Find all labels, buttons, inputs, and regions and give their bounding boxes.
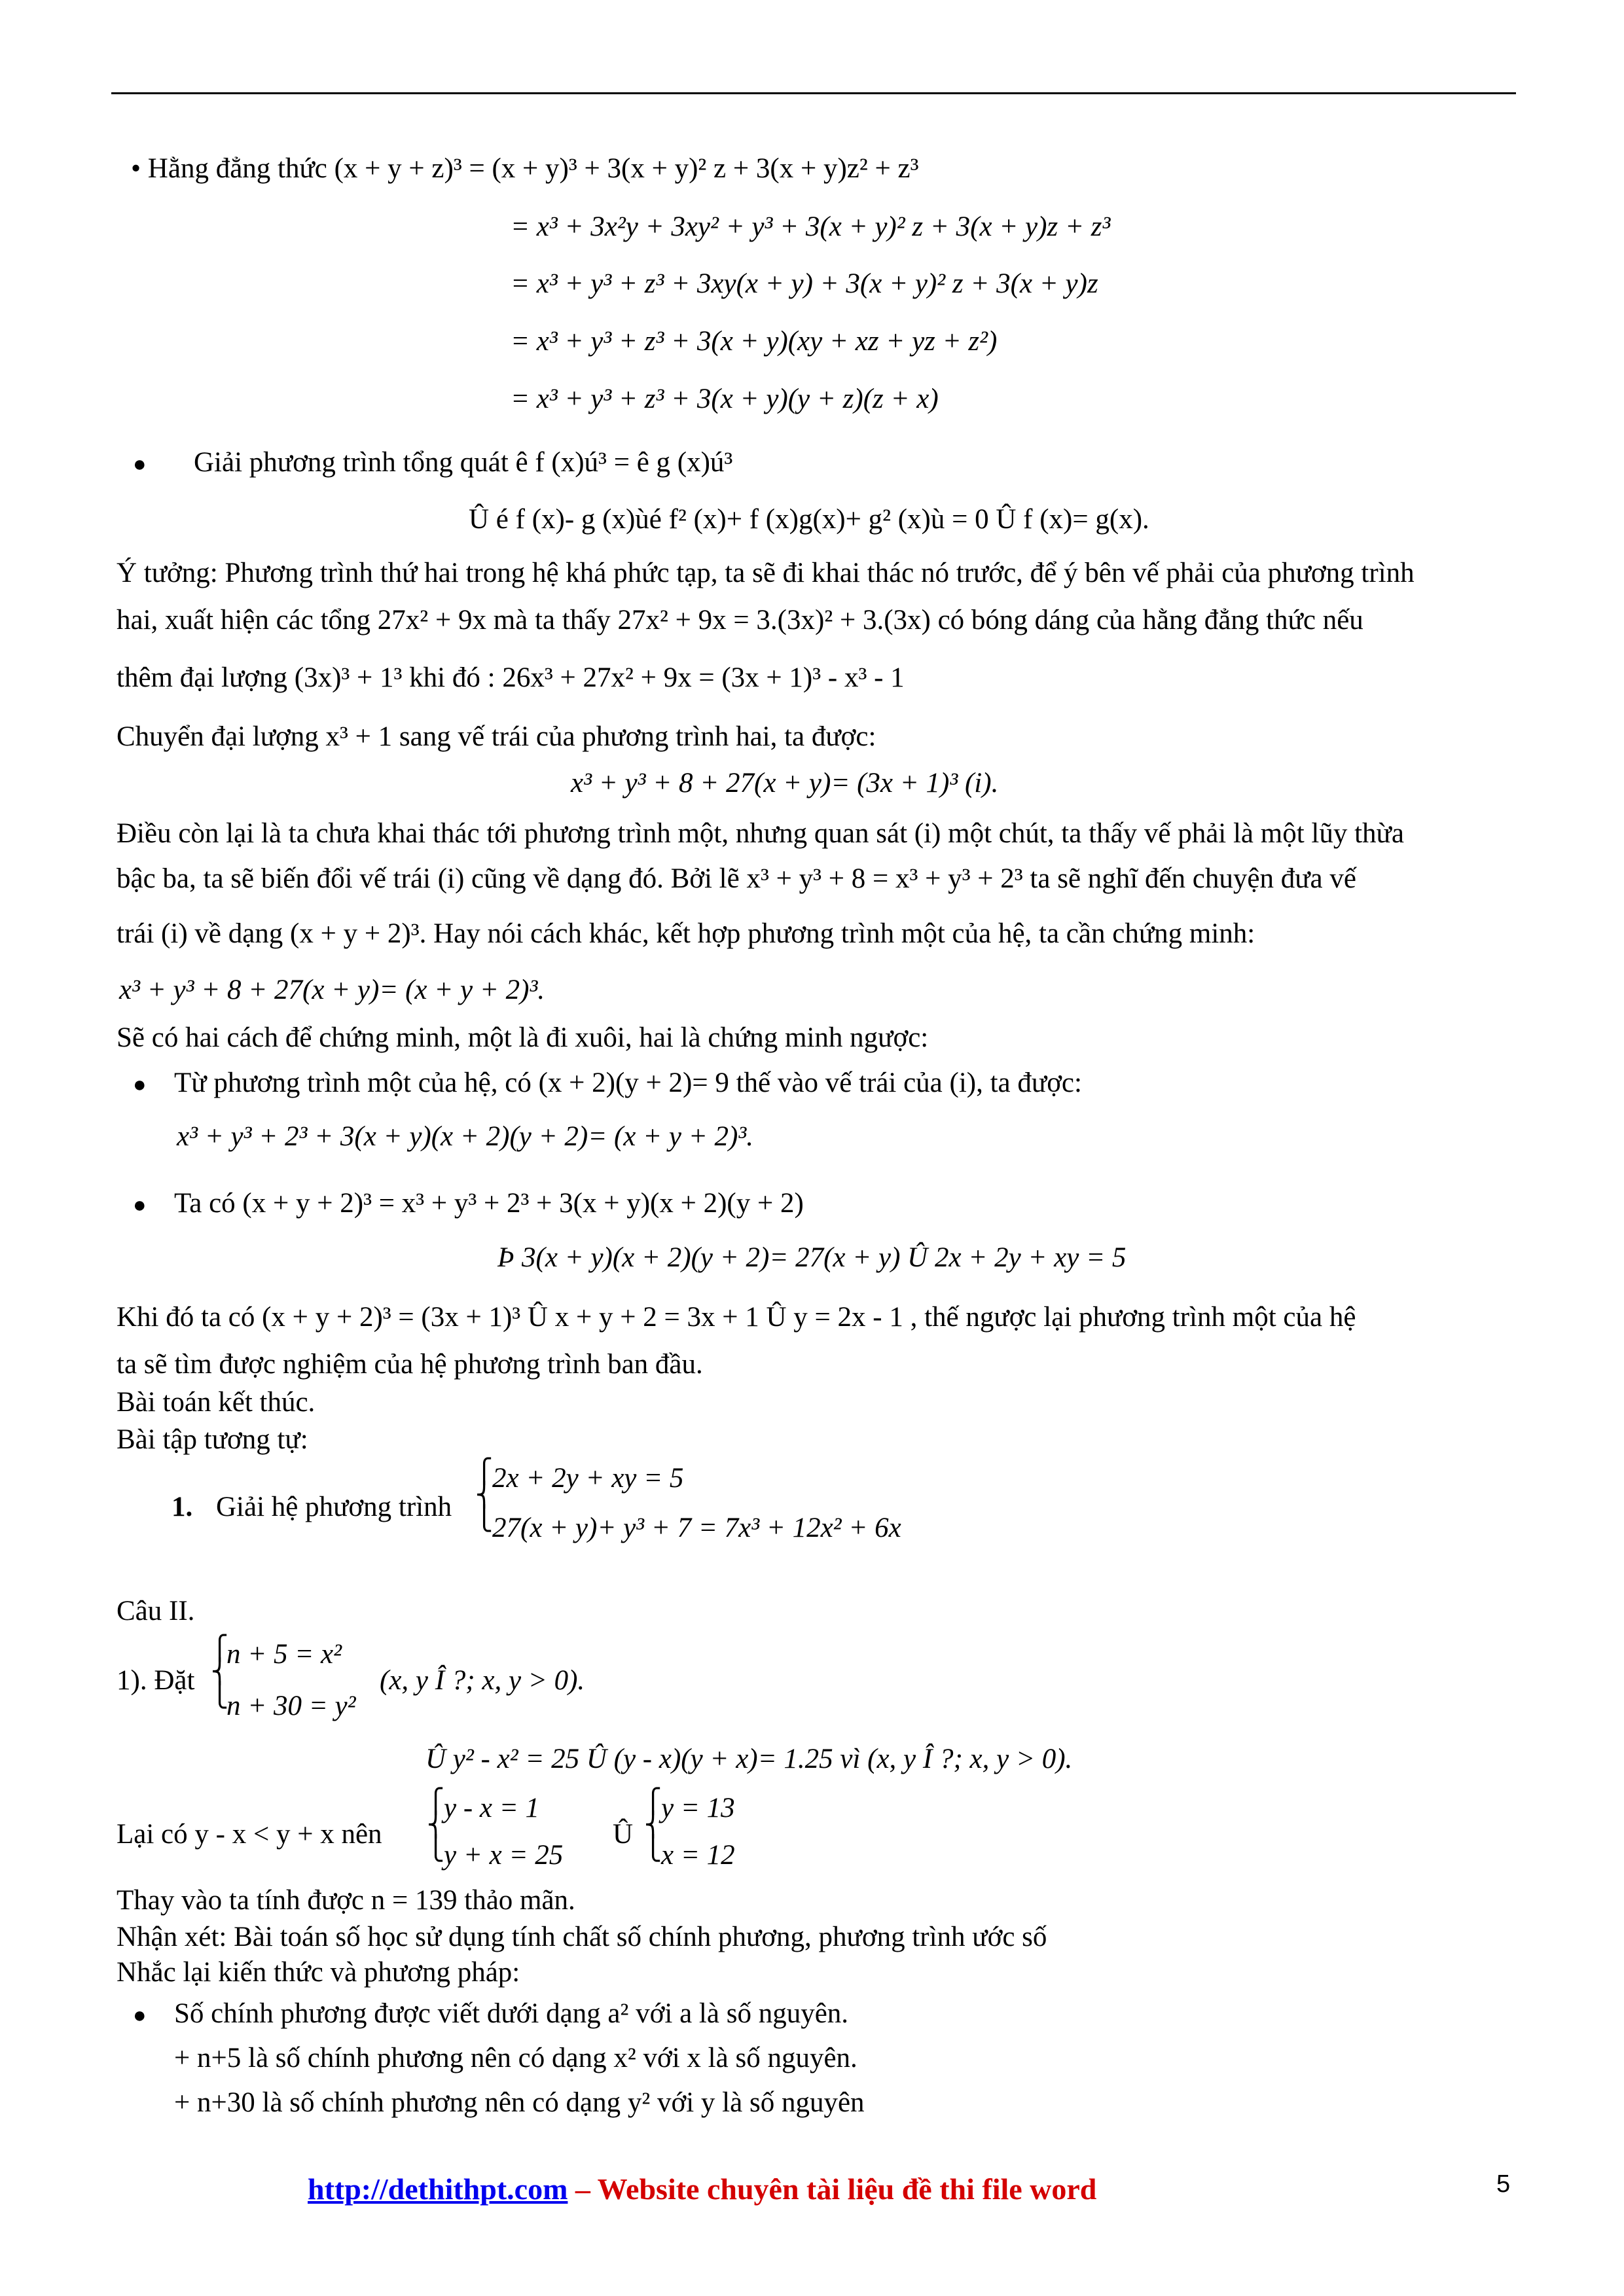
general-solution-line: Û é f (x)- g (x)ùé f² (x)+ f (x)g(x)+ g² (x)ù = 0 Û f (x)= g(x).	[469, 504, 1149, 535]
bullet-icon: ●	[133, 1073, 147, 1097]
idea-paragraph-4: Chuyển đại lượng x³ + 1 sang vế trái của phương trình hai, ta được:	[117, 721, 876, 752]
derived-equation: Û y² - x² = 25 Û (y - x)(y + x)= 1.25 vì (x, y Î ?; x, y > 0).	[425, 1744, 1073, 1774]
idea-paragraph-2: hai, xuất hiện các tổng 27x² + 9x mà ta thấy 27x² + 9x = 3.(3x)² + 3.(3x) có bóng dáng của hằng đẳng thức nếu	[117, 605, 1363, 636]
system-brace: ⎧ ⎨ ⎩	[475, 1458, 493, 1532]
identity-line-5: = x³ + y³ + z³ + 3(x + y)(y + z)(z + x)	[511, 384, 939, 414]
result-brace: ⎧ ⎨ ⎩	[644, 1788, 662, 1861]
set-brace: ⎧ ⎨ ⎩	[211, 1635, 228, 1708]
paragraph-8: Sẽ có hai cách để chứng minh, một là đi xuôi, hai là chứng minh ngược:	[117, 1022, 929, 1053]
result-line: Thay vào ta tính được n = 139 thảo mãn.	[117, 1885, 575, 1916]
method-1-line-1: Từ phương trình một của hệ, có (x + 2)(y + 2)= 9 thế vào vế trái của (i), ta được:	[174, 1067, 1082, 1098]
identity-line-2: = x³ + 3x²y + 3xy² + y³ + 3(x + y)² z + 3(x + y)z + z³	[511, 211, 1111, 242]
method-2-line-2: Þ 3(x + y)(x + 2)(y + 2)= 27(x + y) Û 2x + 2y + xy = 5	[497, 1242, 1127, 1273]
target-equation: x³ + y³ + 8 + 27(x + y)= (x + y + 2)³.	[119, 975, 545, 1005]
header-rule	[111, 92, 1516, 94]
bullet-icon: ●	[133, 2003, 147, 2028]
page-number: 5	[1496, 2170, 1511, 2198]
knowledge-line-3: + n+30 là số chính phương nên có dạng y² với y là số nguyên	[174, 2087, 865, 2118]
case-eq-2: y + x = 25	[444, 1840, 564, 1871]
system-eq-2: 27(x + y)+ y³ + 7 = 7x³ + 12x² + 6x	[492, 1513, 901, 1543]
knowledge-line-2: + n+5 là số chính phương nên có dạng x² với x là số nguyên.	[174, 2043, 857, 2073]
conclusion-line-1: Khi đó ta có (x + y + 2)³ = (3x + 1)³ Û x + y + 2 = 3x + 1 Û y = 2x - 1 , thế ngược lại phương trình một của hệ	[117, 1302, 1356, 1333]
footer-text: – Website chuyên tài liệu đề thi file word	[568, 2172, 1097, 2206]
case-brace: ⎧ ⎨ ⎩	[427, 1788, 444, 1861]
exercise-text: Giải hệ phương trình	[216, 1492, 452, 1522]
equation-i: x³ + y³ + 8 + 27(x + y)= (3x + 1)³ (i).	[571, 768, 999, 798]
paragraph-6: bậc ba, ta sẽ biến đổi vế trái (i) cũng về dạng đó. Bởi lẽ x³ + y³ + 8 = x³ + y³ + 2³ ta sẽ nghĩ đến chuyện đưa vế	[117, 863, 1356, 894]
paragraph-7: trái (i) về dạng (x + y + 2)³. Hay nói cách khác, kết hợp phương trình một của hệ, ta cần chứng minh:	[117, 918, 1255, 949]
identity-line-1: • Hằng đẳng thức (x + y + z)³ = (x + y)³ + 3(x + y)² z + 3(x + y)z² + z³	[131, 153, 919, 184]
section-heading: Câu II.	[117, 1596, 195, 1626]
footer	[308, 2172, 1096, 2206]
system-eq-1: 2x + 2y + xy = 5	[492, 1463, 684, 1494]
footer-link[interactable]: http://dethithpt.com	[308, 2172, 568, 2206]
identity-line-4: = x³ + y³ + z³ + 3(x + y)(xy + xz + yz + z²)	[511, 326, 998, 357]
set-eq-2: n + 30 = y²	[226, 1691, 356, 1721]
set-eq-1: n + 5 = x²	[226, 1639, 342, 1670]
remark-line: Nhận xét: Bài toán số học sử dụng tính chất số chính phương, phương trình ước số	[117, 1922, 1047, 1952]
method-2-line-1: Ta có (x + y + 2)³ = x³ + y³ + 2³ + 3(x + y)(x + 2)(y + 2)	[174, 1188, 804, 1219]
set-label: 1). Đặt	[117, 1665, 195, 1696]
result-eq-2: x = 12	[661, 1840, 735, 1871]
bullet-icon: ●	[133, 1193, 147, 1217]
equivalence-symbol: Û	[613, 1819, 634, 1850]
problem-end: Bài toán kết thúc.	[117, 1387, 316, 1418]
comparison-text: Lại có y - x < y + x nên	[117, 1819, 382, 1850]
result-eq-1: y = 13	[661, 1793, 735, 1823]
paragraph-5: Điều còn lại là ta chưa khai thác tới phương trình một, nhưng quan sát (i) một chút, ta thấy vế phải là một lũy thừa	[117, 818, 1404, 849]
set-condition: (x, y Î ?; x, y > 0).	[380, 1665, 585, 1696]
conclusion-line-2: ta sẽ tìm được nghiệm của hệ phương trình ban đầu.	[117, 1349, 703, 1380]
bullet-icon: ●	[133, 452, 147, 476]
exercise-number: 1.	[171, 1492, 193, 1522]
case-eq-1: y - x = 1	[444, 1793, 540, 1823]
similar-exercises-heading: Bài tập tương tự:	[117, 1424, 308, 1455]
idea-paragraph-1: Ý tưởng: Phương trình thứ hai trong hệ khá phức tạp, ta sẽ đi khai thác nó trước, để ý bên vế phải của phương trình	[117, 558, 1415, 588]
method-1-line-2: x³ + y³ + 2³ + 3(x + y)(x + 2)(y + 2)= (x + y + 2)³.	[177, 1121, 753, 1152]
general-equation-line: Giải phương trình tổng quát ê f (x)ú³ = ê g (x)ú³	[194, 447, 733, 478]
recall-line: Nhắc lại kiến thức và phương pháp:	[117, 1957, 520, 1988]
knowledge-line-1: Số chính phương được viết dưới dạng a² với a là số nguyên.	[174, 1998, 849, 2029]
identity-line-3: = x³ + y³ + z³ + 3xy(x + y) + 3(x + y)² z + 3(x + y)z	[511, 268, 1098, 299]
idea-paragraph-3: thêm đại lượng (3x)³ + 1³ khi đó : 26x³ + 27x² + 9x = (3x + 1)³ - x³ - 1	[117, 662, 905, 693]
